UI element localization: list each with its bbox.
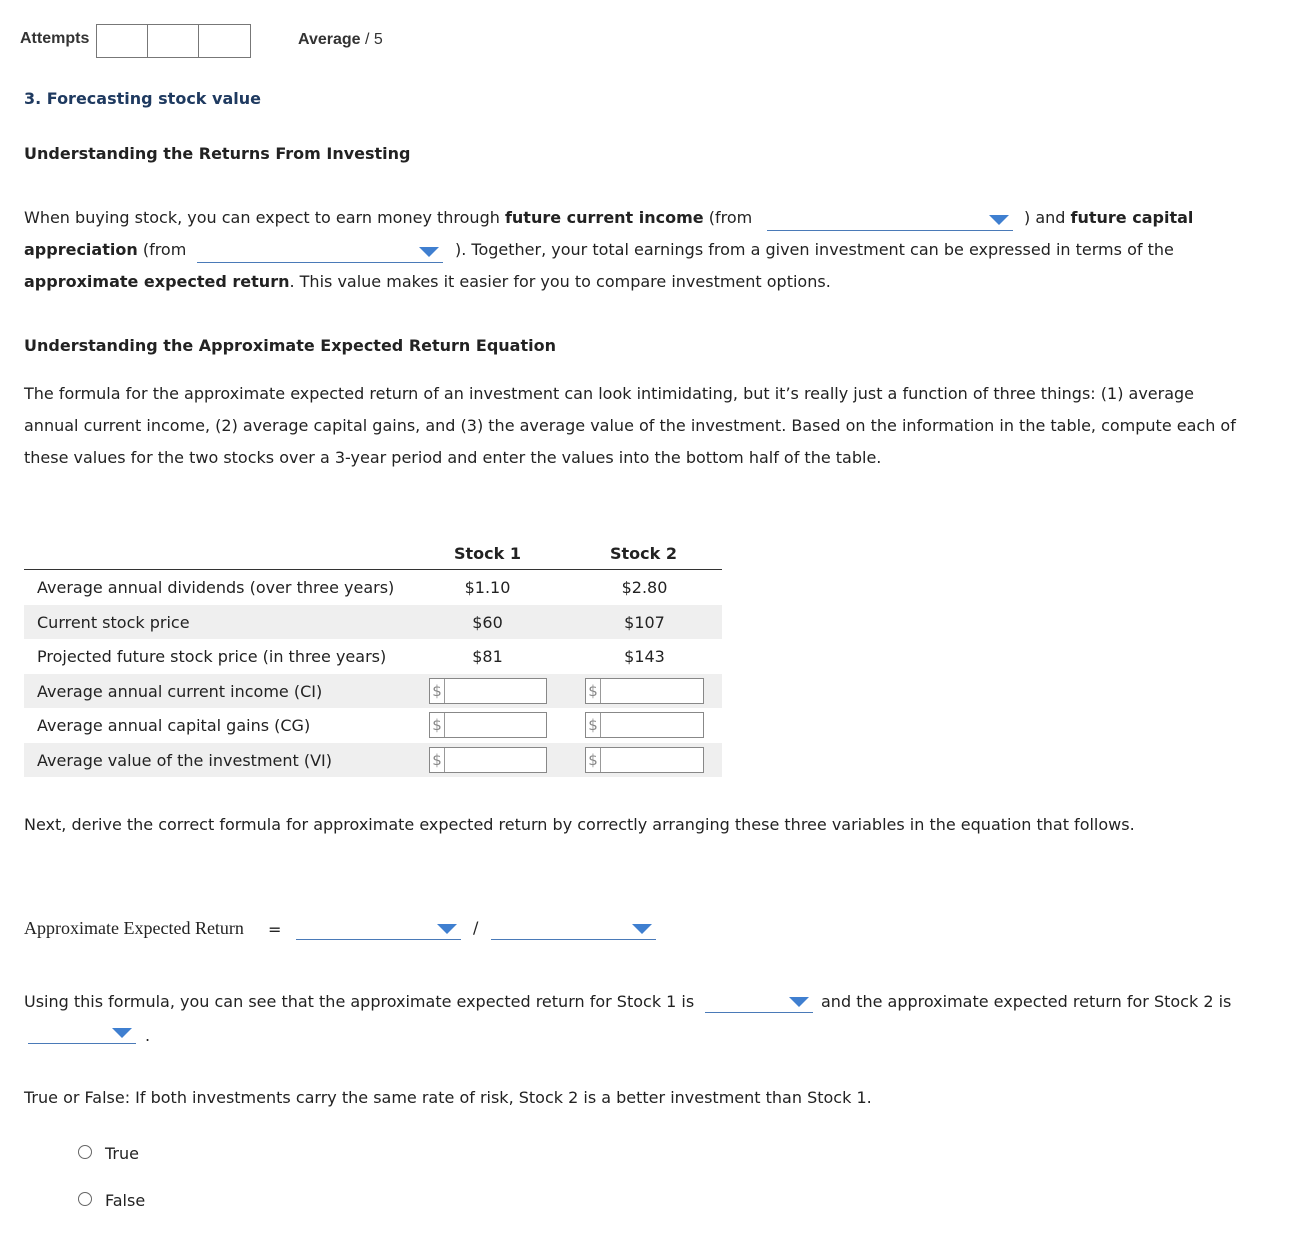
table-row: [24, 570, 722, 605]
term-approximate-expected-return: approximate expected return: [24, 272, 290, 291]
dollar-sign: $: [586, 679, 601, 703]
equals-sign: =: [268, 920, 282, 939]
radio-label-true[interactable]: True: [105, 1144, 139, 1163]
section-heading-equation: Understanding the Approximate Expected Return Equation: [24, 336, 556, 355]
dropdown-formula-denominator[interactable]: [491, 917, 656, 940]
chevron-down-icon: [437, 924, 457, 934]
paragraph-equation-2: annual current income, (2) average capital gains, and (3) the average value of the investment. Based on the information in the table, compute each of: [24, 416, 1236, 435]
cell-stock-1: $1.10: [464, 578, 511, 597]
attempt-box: [148, 25, 199, 57]
dropdown-stock-1-return[interactable]: [705, 990, 813, 1013]
stock-table: [24, 536, 722, 777]
paragraph-line-2-end: ). Together, your total earnings from a given investment can be expressed in terms of the: [455, 240, 1174, 259]
question-title: 3. Forecasting stock value: [24, 89, 261, 108]
dollar-sign: $: [430, 679, 445, 703]
cell-stock-2: $143: [624, 647, 665, 666]
dollar-sign: $: [586, 748, 601, 772]
ci-stock-2-input[interactable]: [585, 678, 704, 704]
paragraph-equation-3: these values for the two stocks over a 3-year period and enter the values into the bottom half of the table.: [24, 448, 882, 467]
divide-sign: /: [473, 918, 479, 937]
chevron-down-icon: [112, 1028, 132, 1038]
term-future-current-income: future current income: [504, 208, 704, 227]
table-row-input: [24, 743, 722, 778]
row-label: Average annual dividends (over three years): [37, 578, 395, 597]
average-label: Average: [298, 31, 361, 48]
dropdown-current-income-source[interactable]: [767, 208, 1013, 231]
formula-label: Approximate Expected Return: [24, 918, 244, 938]
section-heading-returns: Understanding the Returns From Investing: [24, 144, 411, 163]
radio-true[interactable]: [78, 1145, 92, 1159]
cell-stock-1: $81: [472, 647, 503, 666]
average-score: [298, 31, 383, 49]
column-header-stock-2: Stock 2: [610, 544, 677, 563]
table-row-input: [24, 708, 722, 743]
attempts-label: Attempts: [20, 30, 90, 47]
cg-stock-2-input[interactable]: [585, 712, 704, 738]
next-instruction: Next, derive the correct formula for approximate expected return by correctly arranging these three variables in the equation that follows.: [24, 815, 1135, 834]
average-value: / 5: [365, 31, 383, 48]
vi-stock-1-input[interactable]: [429, 747, 547, 773]
chevron-down-icon: [419, 247, 439, 257]
paragraph-line-2: [24, 234, 186, 266]
row-label: Average value of the investment (VI): [37, 750, 333, 770]
table-row-input: [24, 674, 722, 709]
table-row: [24, 639, 722, 674]
text: . This value makes it easier for you to compare investment options.: [289, 272, 831, 291]
row-label: Average annual capital gains (CG): [37, 716, 311, 735]
chevron-down-icon: [789, 997, 809, 1007]
true-false-question: True or False: If both investments carry the same rate of risk, Stock 2 is a better investment than Stock 1.: [24, 1088, 872, 1107]
text: (from: [703, 208, 753, 227]
cell-stock-2: $107: [624, 612, 665, 632]
term-appreciation: appreciation: [24, 240, 138, 259]
dropdown-stock-2-return[interactable]: [28, 1021, 136, 1044]
row-label: Current stock price: [37, 612, 190, 632]
table-row: [24, 605, 722, 640]
paragraph-equation-1: The formula for the approximate expected return of an investment can look intimidating, but it’s really just a function of three things: (1) average: [24, 384, 1195, 403]
row-label: Projected future stock price (in three years): [37, 647, 387, 666]
ci-stock-1-input[interactable]: [429, 678, 547, 704]
cg-stock-1-input[interactable]: [429, 712, 547, 738]
text: ) and: [1024, 208, 1071, 227]
column-header-stock-1: Stock 1: [454, 544, 521, 563]
table-header: [24, 536, 722, 570]
attempt-box: [97, 25, 148, 57]
term-future-capital: future capital: [1070, 208, 1194, 227]
using-formula-text-b: and the approximate expected return for Stock 2 is: [821, 992, 1232, 1011]
cell-stock-1: $60: [472, 612, 503, 632]
paragraph-line-1: [24, 202, 752, 234]
dropdown-capital-appreciation-source[interactable]: [197, 240, 443, 263]
dropdown-formula-numerator[interactable]: [296, 917, 461, 940]
chevron-down-icon: [989, 215, 1009, 225]
cell-stock-2: $2.80: [621, 578, 668, 597]
paragraph-line-3: [24, 266, 831, 298]
sentence-period: .: [145, 1026, 151, 1045]
radio-label-false[interactable]: False: [105, 1191, 146, 1210]
dollar-sign: $: [586, 713, 601, 737]
row-label: Average annual current income (CI): [37, 681, 323, 701]
text: When buying stock, you can expect to earn money through: [24, 208, 505, 227]
attempt-boxes: [96, 24, 251, 58]
attempt-box: [199, 25, 250, 57]
radio-false[interactable]: [78, 1192, 92, 1206]
chevron-down-icon: [632, 924, 652, 934]
text: (from: [137, 240, 187, 259]
paragraph-line-1-end: [1024, 202, 1193, 234]
using-formula-text-a: Using this formula, you can see that the approximate expected return for Stock 1 is: [24, 992, 695, 1011]
vi-stock-2-input[interactable]: [585, 747, 704, 773]
dollar-sign: $: [430, 748, 445, 772]
dollar-sign: $: [430, 713, 445, 737]
